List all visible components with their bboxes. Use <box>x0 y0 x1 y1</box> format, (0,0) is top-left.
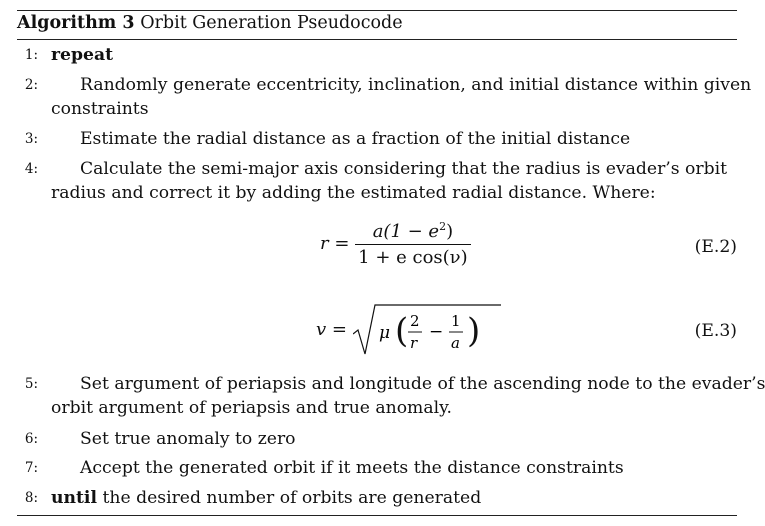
eq3-f2-den: a <box>450 334 460 352</box>
svg-text:−: − <box>428 322 443 342</box>
line-8-text: the desired number of orbits are generated <box>102 488 482 508</box>
eq3-f1-den: r <box>409 334 417 352</box>
line-2-text-b: constraints <box>51 99 149 119</box>
equation-label-e2: (E.2) <box>694 237 737 257</box>
algorithm-block <box>17 10 737 40</box>
line-4-text-b: radius and correct it by adding the estimated radial distance. Where: <box>51 183 656 203</box>
line-4-text-a: Calculate the semi-major axis considering that the radius is evader’s orbit <box>80 159 728 179</box>
algorithm-caption <box>17 11 737 35</box>
eq3-equals: = <box>331 319 353 340</box>
line-7-text: Accept the generated orbit if it meets the distance constraints <box>80 458 624 478</box>
line-5-text-b: orbit argument of periapsis and true anomaly. <box>51 398 452 418</box>
equation-e2 <box>320 220 471 268</box>
line-3-text: Estimate the radial distance as a fraction of the initial distance <box>80 129 631 149</box>
eq3-mu: μ <box>378 323 390 343</box>
algorithm-title: Orbit Generation Pseudocode <box>140 13 403 33</box>
line-number-6: 6: <box>24 431 38 447</box>
algorithm-label: Algorithm 3 <box>17 13 135 33</box>
line-5-text-a: Set argument of periapsis and longitude of the ascending node to the evader’s <box>80 374 765 394</box>
bottom-rule <box>17 515 737 516</box>
keyword-until: until <box>51 488 97 508</box>
eq3-lhs: v <box>316 319 327 340</box>
line-number-5: 5: <box>24 376 38 392</box>
line-number-3: 3: <box>24 131 38 147</box>
equation-e3 <box>316 302 503 358</box>
line-number-2: 2: <box>24 77 38 93</box>
line-2-text-a: Randomly generate eccentricity, inclination, and initial distance within given <box>80 75 752 95</box>
equation-label-e3: (E.3) <box>694 321 737 341</box>
eq3-f2-num: 1 <box>450 312 461 330</box>
eq2-lhs: r <box>320 233 329 254</box>
eq2-numerator: $a(1 - e^2)$ <box>355 220 471 245</box>
svg-text:(: ( <box>394 311 408 351</box>
keyword-repeat: repeat <box>51 45 114 65</box>
eq3-f1-num: 2 <box>409 312 420 330</box>
eq2-denominator: 1 + e cos(ν) <box>358 247 468 268</box>
eq3-sqrt <box>353 302 503 358</box>
line-number-4: 4: <box>24 161 38 177</box>
caption-rule <box>17 39 737 40</box>
line-8 <box>51 486 481 511</box>
line-number-7: 7: <box>24 460 38 476</box>
eq2-fraction <box>355 220 471 268</box>
line-number-1: 1: <box>24 47 38 63</box>
eq2-equals: = <box>334 233 356 254</box>
line-6-text: Set true anomaly to zero <box>80 429 296 449</box>
line-number-8: 8: <box>24 490 38 506</box>
svg-text:): ) <box>466 311 480 351</box>
